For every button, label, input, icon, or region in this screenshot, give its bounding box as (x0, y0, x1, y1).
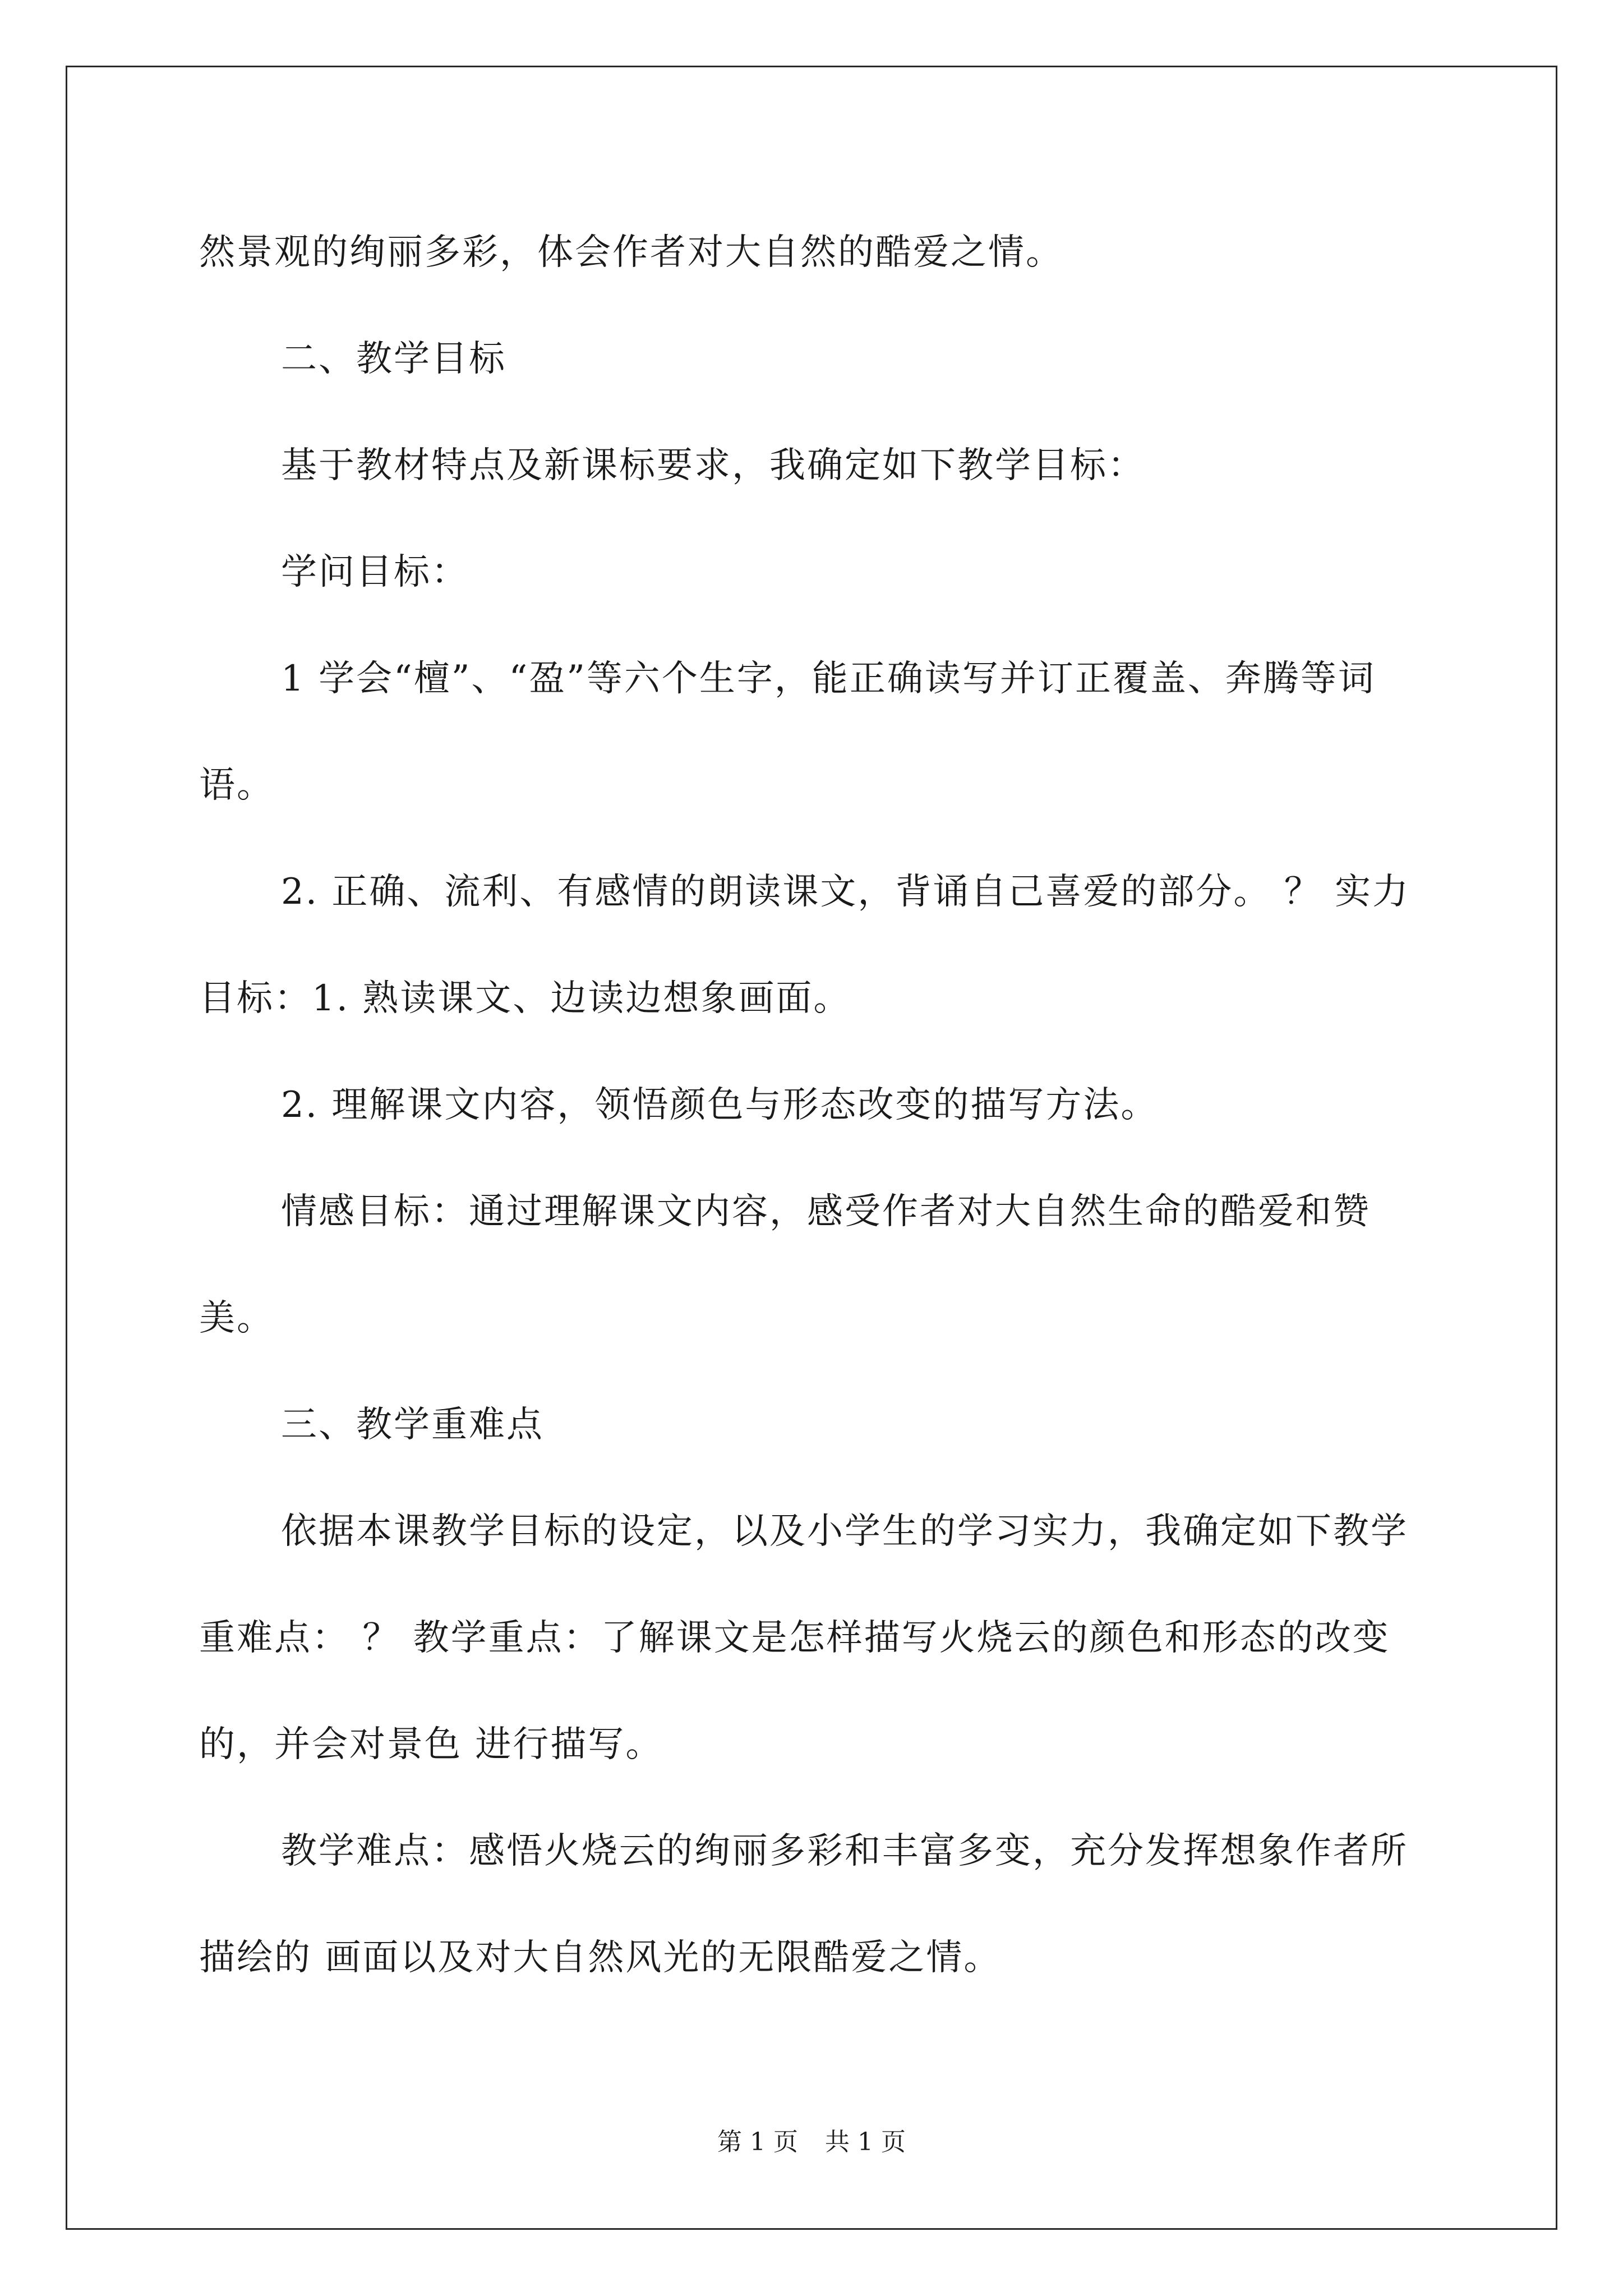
subheading-knowledge-goals: 学问目标： (281, 551, 469, 593)
page-number: 第 1 页 (717, 2128, 798, 2156)
page-footer (0, 2122, 1623, 2157)
list-item-2: 2. 正确、流利、有感情的朗读课文，背诵自己喜爱的部分。 ？ 实力目标：1. 熟读课文、边读边想象画面。 (199, 871, 1410, 1019)
heading-teaching-goals: 二、教学目标 (281, 338, 506, 380)
list-item-3: 2. 理解课文内容，领悟颜色与形态改变的描写方法。 (281, 1084, 1159, 1126)
list-item-1: 1 学会“檀”、“盈”等六个生字，能正确读写并订正覆盖、奔腾等词语。 (199, 658, 1376, 806)
heading-key-difficulties: 三、教学重难点 (281, 1404, 544, 1446)
document-body (199, 199, 1427, 2011)
paragraph-2: 基于教材特点及新课标要求，我确定如下教学目标： (281, 445, 1145, 486)
page-total: 共 1 页 (825, 2128, 906, 2156)
paragraph-1: 然景观的绚丽多彩，体会作者对大自然的酷爱之情。 (199, 232, 1063, 273)
paragraph-key-points: 依据本课教学目标的设定，以及小学生的学习实力，我确定如下教学重难点： ？ 教学重点：了解课文是怎样描写火烧云的颜色和形态的改变的，并会对景色 进行描写。 (199, 1511, 1408, 1765)
paragraph-emotion-goals: 情感目标：通过理解课文内容，感受作者对大自然生命的酷爱和赞美。 (199, 1191, 1371, 1339)
paragraph-difficulties: 教学难点：感悟火烧云的绚丽多彩和丰富多变，充分发挥想象作者所描绘的 画面以及对大自然风光的无限酷爱之情。 (199, 1830, 1408, 1978)
